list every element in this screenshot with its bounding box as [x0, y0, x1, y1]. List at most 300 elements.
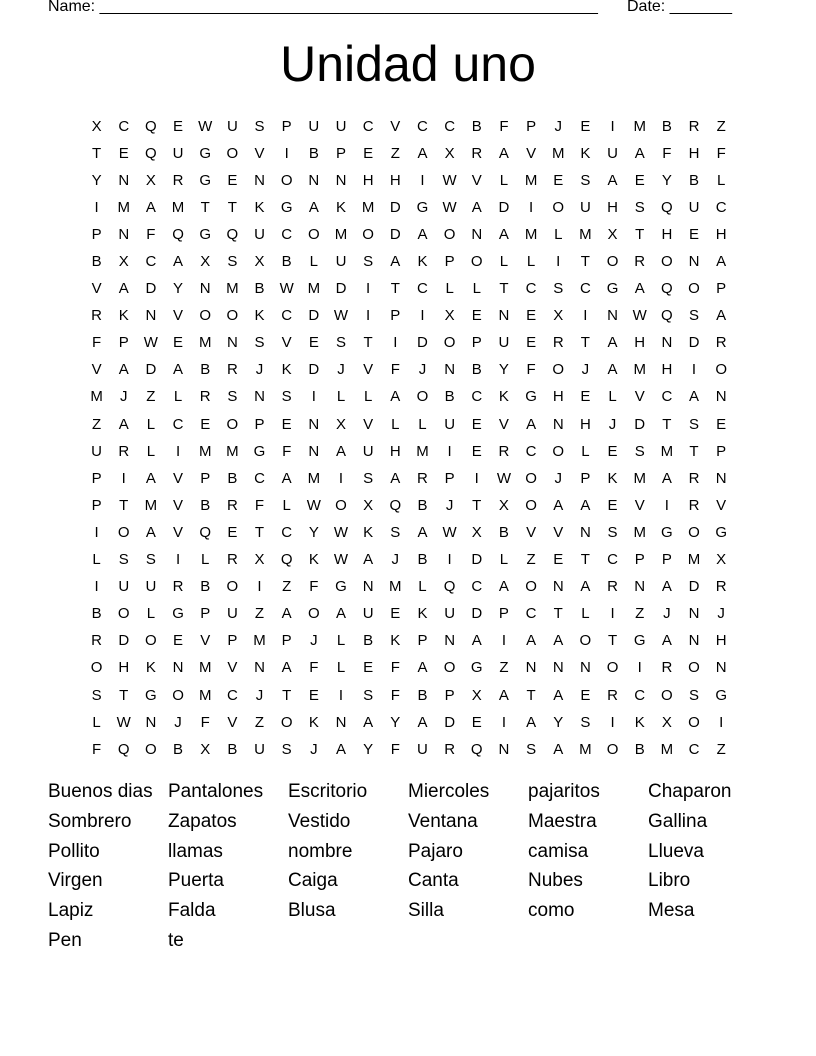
- grid-letter[interactable]: R: [688, 117, 700, 135]
- grid-letter[interactable]: V: [716, 496, 727, 514]
- grid-letter[interactable]: R: [607, 578, 618, 596]
- grid-letter[interactable]: B: [689, 171, 700, 189]
- grid-letter[interactable]: I: [501, 632, 506, 650]
- grid-letter[interactable]: S: [526, 740, 537, 758]
- grid-letter[interactable]: N: [172, 659, 184, 677]
- grid-letter[interactable]: I: [366, 280, 371, 298]
- grid-letter[interactable]: A: [553, 686, 564, 704]
- grid-letter[interactable]: H: [688, 144, 700, 162]
- grid-letter[interactable]: K: [580, 144, 591, 162]
- grid-letter[interactable]: A: [118, 415, 129, 433]
- grid-letter[interactable]: V: [634, 496, 645, 514]
- grid-letter[interactable]: P: [91, 469, 102, 487]
- grid-letter[interactable]: A: [145, 198, 156, 216]
- grid-letter[interactable]: B: [417, 496, 428, 514]
- grid-letter[interactable]: M: [361, 198, 375, 216]
- grid-letter[interactable]: M: [144, 496, 158, 514]
- grid-letter[interactable]: J: [445, 496, 454, 514]
- grid-letter[interactable]: P: [444, 253, 455, 271]
- grid-letter[interactable]: V: [281, 334, 292, 352]
- grid-letter[interactable]: P: [254, 415, 265, 433]
- grid-letter[interactable]: J: [581, 361, 590, 379]
- grid-letter[interactable]: B: [91, 253, 102, 271]
- grid-letter[interactable]: C: [145, 253, 157, 271]
- grid-letter[interactable]: B: [417, 686, 428, 704]
- grid-letter[interactable]: L: [92, 551, 101, 569]
- grid-letter[interactable]: X: [661, 713, 672, 731]
- grid-letter[interactable]: I: [94, 578, 99, 596]
- grid-letter[interactable]: G: [199, 225, 212, 243]
- grid-letter[interactable]: S: [580, 713, 591, 731]
- grid-letter[interactable]: Z: [254, 713, 265, 731]
- grid-letter[interactable]: S: [689, 415, 700, 433]
- grid-letter[interactable]: A: [498, 686, 509, 704]
- grid-letter[interactable]: R: [118, 442, 130, 460]
- grid-letter[interactable]: G: [470, 659, 483, 677]
- grid-letter[interactable]: J: [717, 605, 725, 623]
- grid-letter[interactable]: N: [688, 605, 700, 623]
- grid-letter[interactable]: L: [499, 171, 509, 189]
- grid-letter[interactable]: L: [146, 415, 156, 433]
- grid-letter[interactable]: O: [117, 605, 130, 623]
- grid-letter[interactable]: X: [471, 686, 482, 704]
- grid-letter[interactable]: O: [362, 225, 374, 243]
- grid-letter[interactable]: E: [363, 144, 374, 162]
- grid-letter[interactable]: A: [281, 659, 292, 677]
- grid-letter[interactable]: H: [362, 171, 374, 189]
- grid-letter[interactable]: I: [338, 469, 344, 487]
- grid-letter[interactable]: G: [199, 144, 212, 162]
- grid-letter[interactable]: Q: [661, 280, 673, 298]
- grid-letter[interactable]: M: [633, 469, 646, 487]
- grid-letter[interactable]: O: [525, 469, 537, 487]
- grid-letter[interactable]: I: [366, 307, 371, 325]
- grid-letter[interactable]: B: [173, 740, 184, 758]
- grid-letter[interactable]: O: [552, 361, 565, 379]
- grid-letter[interactable]: F: [662, 144, 672, 162]
- grid-letter[interactable]: N: [335, 713, 347, 731]
- grid-letter[interactable]: Y: [173, 280, 184, 298]
- grid-letter[interactable]: M: [660, 740, 674, 758]
- grid-letter[interactable]: L: [418, 415, 427, 433]
- grid-letter[interactable]: E: [118, 144, 129, 162]
- grid-letter[interactable]: F: [390, 659, 400, 677]
- grid-letter[interactable]: X: [200, 253, 211, 271]
- grid-letter[interactable]: E: [173, 632, 184, 650]
- grid-letter[interactable]: T: [607, 632, 618, 650]
- grid-letter[interactable]: O: [226, 144, 239, 162]
- grid-letter[interactable]: N: [688, 632, 700, 650]
- grid-letter[interactable]: H: [634, 334, 646, 352]
- grid-letter[interactable]: R: [715, 578, 727, 596]
- grid-letter[interactable]: D: [118, 632, 130, 650]
- grid-letter[interactable]: B: [471, 361, 482, 379]
- grid-letter[interactable]: J: [337, 361, 345, 379]
- grid-letter[interactable]: A: [145, 469, 156, 487]
- grid-letter[interactable]: J: [310, 632, 318, 650]
- grid-letter[interactable]: O: [145, 632, 157, 650]
- grid-letter[interactable]: H: [661, 225, 673, 243]
- grid-letter[interactable]: D: [688, 578, 700, 596]
- grid-letter[interactable]: V: [498, 415, 509, 433]
- grid-letter[interactable]: S: [634, 442, 645, 460]
- grid-letter[interactable]: I: [447, 442, 452, 460]
- grid-letter[interactable]: H: [389, 442, 401, 460]
- grid-letter[interactable]: E: [227, 171, 238, 189]
- grid-letter[interactable]: P: [390, 307, 401, 325]
- grid-letter[interactable]: A: [281, 469, 292, 487]
- grid-letter[interactable]: C: [172, 415, 184, 433]
- grid-letter[interactable]: R: [199, 388, 211, 406]
- grid-letter[interactable]: O: [307, 225, 320, 243]
- grid-letter[interactable]: L: [391, 415, 400, 433]
- grid-letter[interactable]: K: [145, 659, 156, 677]
- grid-letter[interactable]: B: [634, 740, 645, 758]
- grid-letter[interactable]: R: [91, 307, 102, 325]
- grid-letter[interactable]: R: [471, 144, 483, 162]
- grid-letter[interactable]: T: [91, 144, 102, 162]
- grid-letter[interactable]: X: [716, 551, 727, 569]
- grid-letter[interactable]: L: [336, 659, 346, 677]
- grid-letter[interactable]: J: [391, 551, 400, 569]
- grid-letter[interactable]: Z: [146, 388, 156, 406]
- grid-letter[interactable]: P: [118, 334, 129, 352]
- grid-letter[interactable]: A: [607, 334, 618, 352]
- grid-letter[interactable]: U: [172, 144, 184, 162]
- grid-letter[interactable]: A: [661, 578, 672, 596]
- grid-letter[interactable]: O: [470, 253, 483, 271]
- grid-letter[interactable]: G: [172, 605, 184, 623]
- grid-letter[interactable]: J: [255, 361, 264, 379]
- grid-letter[interactable]: E: [390, 605, 401, 623]
- grid-letter[interactable]: I: [474, 469, 479, 487]
- grid-letter[interactable]: U: [308, 117, 320, 135]
- grid-letter[interactable]: Q: [280, 551, 293, 569]
- grid-letter[interactable]: E: [689, 225, 700, 243]
- grid-letter[interactable]: K: [281, 361, 292, 379]
- grid-letter[interactable]: A: [118, 361, 129, 379]
- grid-letter[interactable]: C: [417, 117, 428, 135]
- grid-letter[interactable]: Y: [308, 523, 319, 541]
- grid-letter[interactable]: L: [282, 496, 291, 514]
- grid-letter[interactable]: A: [580, 578, 591, 596]
- grid-letter[interactable]: K: [417, 253, 428, 271]
- grid-letter[interactable]: M: [524, 171, 538, 189]
- grid-letter[interactable]: T: [119, 686, 129, 704]
- grid-letter[interactable]: X: [254, 551, 265, 569]
- grid-letter[interactable]: V: [363, 415, 374, 433]
- grid-letter[interactable]: Y: [661, 171, 672, 189]
- grid-letter[interactable]: J: [418, 361, 427, 379]
- grid-letter[interactable]: E: [634, 171, 645, 189]
- grid-letter[interactable]: E: [173, 117, 184, 135]
- grid-letter[interactable]: C: [444, 117, 456, 135]
- grid-letter[interactable]: X: [335, 415, 346, 433]
- grid-letter[interactable]: V: [91, 361, 102, 379]
- grid-letter[interactable]: Z: [526, 551, 536, 569]
- grid-letter[interactable]: F: [91, 740, 102, 758]
- grid-letter[interactable]: W: [442, 198, 457, 216]
- grid-letter[interactable]: G: [633, 632, 646, 650]
- grid-letter[interactable]: N: [634, 578, 646, 596]
- grid-letter[interactable]: L: [445, 280, 454, 298]
- grid-letter[interactable]: L: [526, 253, 536, 271]
- grid-letter[interactable]: O: [443, 225, 456, 243]
- grid-letter[interactable]: M: [253, 632, 266, 650]
- grid-letter[interactable]: L: [146, 442, 156, 460]
- grid-letter[interactable]: E: [607, 496, 618, 514]
- grid-letter[interactable]: S: [634, 198, 645, 216]
- grid-letter[interactable]: P: [417, 632, 428, 650]
- grid-letter[interactable]: M: [660, 442, 674, 460]
- grid-letter[interactable]: N: [552, 415, 564, 433]
- grid-letter[interactable]: U: [118, 578, 130, 596]
- grid-letter[interactable]: R: [172, 578, 184, 596]
- grid-letter[interactable]: F: [499, 117, 509, 135]
- grid-letter[interactable]: S: [363, 686, 374, 704]
- grid-letter[interactable]: A: [417, 523, 428, 541]
- grid-letter[interactable]: O: [226, 415, 239, 433]
- grid-letter[interactable]: R: [634, 253, 646, 271]
- grid-letter[interactable]: X: [200, 740, 211, 758]
- grid-letter[interactable]: N: [254, 388, 265, 406]
- grid-letter[interactable]: W: [632, 307, 647, 325]
- grid-letter[interactable]: P: [498, 605, 509, 623]
- grid-letter[interactable]: K: [498, 388, 509, 406]
- grid-letter[interactable]: E: [580, 117, 591, 135]
- grid-letter[interactable]: N: [715, 469, 727, 487]
- grid-letter[interactable]: O: [552, 442, 565, 460]
- grid-letter[interactable]: O: [280, 171, 293, 189]
- grid-letter[interactable]: A: [335, 442, 346, 460]
- grid-letter[interactable]: O: [199, 307, 212, 325]
- grid-letter[interactable]: L: [581, 605, 590, 623]
- grid-letter[interactable]: D: [145, 361, 157, 379]
- grid-letter[interactable]: S: [227, 253, 238, 271]
- grid-letter[interactable]: V: [471, 171, 482, 189]
- grid-letter[interactable]: P: [716, 280, 727, 298]
- grid-letter[interactable]: Y: [91, 171, 102, 189]
- grid-letter[interactable]: S: [91, 686, 102, 704]
- grid-letter[interactable]: O: [117, 523, 130, 541]
- grid-letter[interactable]: P: [227, 632, 238, 650]
- grid-letter[interactable]: A: [471, 632, 482, 650]
- grid-letter[interactable]: I: [556, 253, 561, 271]
- grid-letter[interactable]: A: [580, 496, 591, 514]
- grid-letter[interactable]: I: [175, 442, 181, 460]
- grid-letter[interactable]: D: [389, 198, 401, 216]
- grid-letter[interactable]: B: [471, 117, 482, 135]
- grid-letter[interactable]: E: [553, 551, 564, 569]
- grid-letter[interactable]: M: [524, 225, 538, 243]
- grid-letter[interactable]: N: [525, 659, 537, 677]
- grid-letter[interactable]: Z: [716, 117, 726, 135]
- grid-letter[interactable]: N: [308, 171, 320, 189]
- grid-letter[interactable]: O: [307, 605, 320, 623]
- grid-letter[interactable]: C: [362, 117, 374, 135]
- grid-letter[interactable]: M: [307, 469, 321, 487]
- grid-letter[interactable]: M: [416, 442, 429, 460]
- grid-letter[interactable]: S: [689, 307, 700, 325]
- grid-letter[interactable]: M: [307, 280, 321, 298]
- grid-letter[interactable]: L: [92, 713, 101, 731]
- grid-letter[interactable]: V: [173, 496, 184, 514]
- grid-letter[interactable]: L: [173, 388, 183, 406]
- grid-letter[interactable]: T: [580, 551, 590, 569]
- grid-letter[interactable]: A: [607, 361, 618, 379]
- grid-letter[interactable]: J: [554, 469, 562, 487]
- grid-letter[interactable]: G: [715, 686, 727, 704]
- grid-letter[interactable]: P: [661, 551, 672, 569]
- grid-letter[interactable]: D: [444, 713, 456, 731]
- grid-letter[interactable]: R: [715, 334, 727, 352]
- grid-letter[interactable]: M: [171, 198, 185, 216]
- grid-letter[interactable]: I: [257, 578, 262, 596]
- grid-letter[interactable]: R: [226, 496, 238, 514]
- grid-letter[interactable]: N: [688, 253, 700, 271]
- grid-letter[interactable]: V: [227, 713, 238, 731]
- grid-letter[interactable]: F: [390, 361, 400, 379]
- grid-letter[interactable]: H: [715, 225, 727, 243]
- grid-letter[interactable]: A: [526, 415, 537, 433]
- grid-letter[interactable]: R: [172, 171, 184, 189]
- grid-letter[interactable]: B: [281, 253, 292, 271]
- grid-letter[interactable]: O: [606, 740, 619, 758]
- grid-letter[interactable]: B: [444, 388, 455, 406]
- grid-letter[interactable]: M: [633, 361, 646, 379]
- grid-letter[interactable]: P: [335, 144, 346, 162]
- grid-letter[interactable]: I: [284, 144, 289, 162]
- grid-letter[interactable]: T: [689, 442, 699, 460]
- grid-letter[interactable]: A: [417, 144, 428, 162]
- grid-letter[interactable]: M: [198, 334, 212, 352]
- grid-letter[interactable]: E: [200, 415, 211, 433]
- grid-letter[interactable]: S: [281, 388, 292, 406]
- grid-letter[interactable]: T: [580, 253, 590, 271]
- grid-letter[interactable]: I: [610, 117, 615, 135]
- grid-letter[interactable]: I: [719, 713, 724, 731]
- grid-letter[interactable]: S: [254, 334, 265, 352]
- grid-letter[interactable]: C: [254, 469, 265, 487]
- grid-letter[interactable]: F: [200, 713, 210, 731]
- grid-letter[interactable]: F: [526, 361, 536, 379]
- grid-letter[interactable]: P: [580, 469, 591, 487]
- grid-letter[interactable]: T: [227, 198, 237, 216]
- grid-letter[interactable]: J: [554, 117, 562, 135]
- grid-letter[interactable]: C: [281, 307, 293, 325]
- grid-letter[interactable]: G: [661, 523, 673, 541]
- grid-letter[interactable]: C: [525, 442, 537, 460]
- grid-letter[interactable]: M: [687, 551, 701, 569]
- grid-letter[interactable]: Y: [390, 713, 401, 731]
- grid-letter[interactable]: T: [499, 280, 509, 298]
- grid-letter[interactable]: C: [118, 117, 130, 135]
- grid-letter[interactable]: C: [281, 225, 293, 243]
- grid-letter[interactable]: D: [417, 334, 428, 352]
- grid-letter[interactable]: E: [471, 307, 482, 325]
- grid-letter[interactable]: K: [607, 469, 618, 487]
- grid-letter[interactable]: L: [418, 578, 427, 596]
- grid-letter[interactable]: P: [91, 496, 102, 514]
- grid-letter[interactable]: R: [688, 496, 700, 514]
- grid-letter[interactable]: I: [583, 307, 588, 325]
- grid-letter[interactable]: K: [308, 713, 319, 731]
- grid-letter[interactable]: O: [335, 496, 347, 514]
- grid-letter[interactable]: I: [501, 713, 506, 731]
- grid-letter[interactable]: Q: [172, 225, 184, 243]
- grid-letter[interactable]: Q: [145, 117, 157, 135]
- grid-letter[interactable]: A: [661, 632, 672, 650]
- grid-letter[interactable]: G: [606, 280, 619, 298]
- grid-letter[interactable]: A: [716, 253, 727, 271]
- grid-letter[interactable]: V: [91, 280, 102, 298]
- grid-letter[interactable]: C: [525, 280, 537, 298]
- grid-letter[interactable]: E: [308, 334, 319, 352]
- grid-letter[interactable]: W: [198, 117, 213, 135]
- grid-letter[interactable]: C: [281, 523, 293, 541]
- grid-letter[interactable]: H: [552, 388, 564, 406]
- grid-letter[interactable]: L: [581, 442, 590, 460]
- grid-letter[interactable]: E: [716, 415, 727, 433]
- grid-letter[interactable]: X: [607, 225, 618, 243]
- grid-letter[interactable]: W: [116, 713, 131, 731]
- grid-letter[interactable]: V: [390, 117, 401, 135]
- grid-letter[interactable]: M: [117, 198, 130, 216]
- grid-letter[interactable]: R: [444, 740, 456, 758]
- grid-letter[interactable]: U: [335, 117, 347, 135]
- grid-letter[interactable]: A: [308, 198, 319, 216]
- grid-letter[interactable]: Y: [553, 713, 564, 731]
- grid-letter[interactable]: N: [471, 225, 483, 243]
- grid-letter[interactable]: P: [716, 442, 727, 460]
- grid-letter[interactable]: X: [145, 171, 156, 189]
- grid-letter[interactable]: A: [173, 361, 184, 379]
- grid-letter[interactable]: A: [716, 307, 727, 325]
- grid-letter[interactable]: C: [471, 388, 483, 406]
- grid-letter[interactable]: Q: [661, 307, 673, 325]
- grid-letter[interactable]: B: [498, 523, 509, 541]
- grid-letter[interactable]: L: [201, 551, 210, 569]
- grid-letter[interactable]: B: [200, 361, 211, 379]
- grid-letter[interactable]: S: [281, 740, 292, 758]
- grid-letter[interactable]: N: [498, 307, 510, 325]
- grid-letter[interactable]: B: [200, 578, 211, 596]
- grid-letter[interactable]: A: [118, 280, 129, 298]
- grid-letter[interactable]: B: [254, 280, 265, 298]
- grid-letter[interactable]: C: [525, 605, 537, 623]
- grid-letter[interactable]: X: [254, 253, 265, 271]
- grid-letter[interactable]: V: [553, 523, 564, 541]
- grid-letter[interactable]: R: [91, 632, 102, 650]
- grid-letter[interactable]: V: [200, 632, 211, 650]
- grid-letter[interactable]: M: [633, 523, 646, 541]
- grid-letter[interactable]: I: [447, 551, 452, 569]
- grid-letter[interactable]: T: [200, 198, 210, 216]
- grid-letter[interactable]: S: [689, 686, 700, 704]
- grid-letter[interactable]: S: [363, 469, 374, 487]
- grid-letter[interactable]: A: [634, 280, 645, 298]
- grid-letter[interactable]: A: [471, 198, 482, 216]
- grid-letter[interactable]: P: [281, 632, 292, 650]
- grid-letter[interactable]: D: [389, 225, 401, 243]
- grid-letter[interactable]: B: [227, 740, 238, 758]
- grid-letter[interactable]: A: [390, 388, 401, 406]
- grid-letter[interactable]: I: [528, 198, 534, 216]
- grid-letter[interactable]: O: [688, 659, 700, 677]
- grid-letter[interactable]: L: [309, 253, 318, 271]
- grid-letter[interactable]: P: [444, 686, 455, 704]
- grid-letter[interactable]: S: [335, 334, 346, 352]
